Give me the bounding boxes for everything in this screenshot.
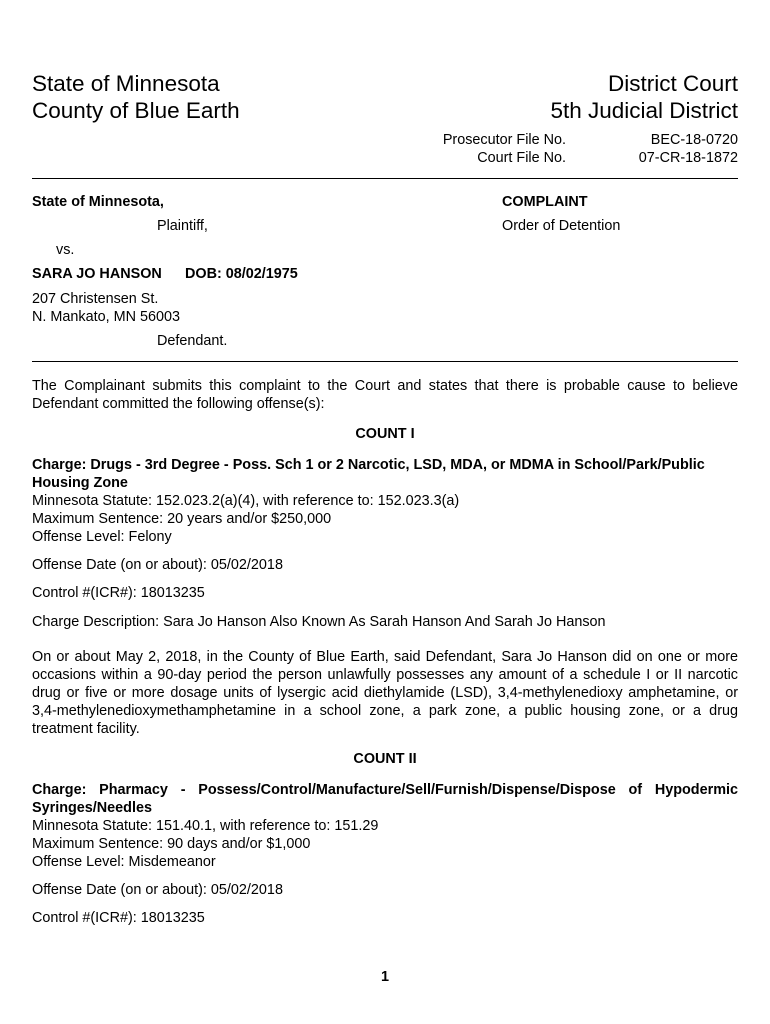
count-1-narrative: On or about May 2, 2018, in the County of Blue Earth, said Defendant, Sara Jo Hanson did on one or more occasions within a 90-day period the person unlawfully possesses any amount of a schedule I or II narcotic drug or five or more dosage units of lysergic acid diethylamide (LSD), 3,4-methylenedioxy amphetamine, or 3,4-methylenedioxymethamphetamine in a school zone, a park zone, a public housing zone, or a drug treatment facility. [32, 649, 738, 737]
defendant-dob: DOB: 08/02/1975 [185, 266, 298, 282]
complaint-page [32, 0, 738, 1024]
count-1-heading: COUNT I [355, 426, 415, 442]
count-1-offense-level: Offense Level: Felony [32, 529, 172, 545]
count-2-offense-level: Offense Level: Misdemeanor [32, 854, 216, 870]
document-type: COMPLAINT [502, 194, 588, 210]
count-2-charge-line2: Syringes/Needles [32, 800, 152, 816]
page-number: 1 [380, 969, 389, 985]
count-2-charge-line1: Charge: Pharmacy - Possess/Control/Manufacture/Sell/Furnish/Dispense/Dispose of Hypodermic [32, 782, 738, 798]
count-2-control-number: Control #(ICR#): 18013235 [32, 910, 205, 926]
district-title: 5th Judicial District [550, 98, 738, 123]
prosecutor-file-label: Prosecutor File No. [442, 132, 566, 148]
count-1-charge-line2: Housing Zone [32, 475, 128, 491]
plaintiff-role: Plaintiff, [157, 218, 208, 234]
count-1-charge-description: Charge Description: Sara Jo Hanson Also Known As Sarah Hanson And Sarah Jo Hanson [32, 614, 606, 630]
county-title: County of Blue Earth [32, 98, 240, 123]
court-title: District Court [607, 71, 738, 96]
defendant-address-line2: N. Mankato, MN 56003 [32, 309, 180, 325]
state-title: State of Minnesota [32, 71, 220, 96]
court-file-number: 07-CR-18-1872 [638, 150, 738, 166]
header-divider [32, 178, 738, 179]
count-1-statute: Minnesota Statute: 152.023.2(a)(4), with reference to: 152.023.3(a) [32, 493, 460, 509]
count-2-heading: COUNT II [353, 751, 417, 767]
defendant-address-line1: 207 Christensen St. [32, 291, 159, 307]
defendant-name: SARA JO HANSON [32, 266, 162, 282]
count-2-max-sentence: Maximum Sentence: 90 days and/or $1,000 [32, 836, 311, 852]
order-type: Order of Detention [502, 218, 621, 234]
caption-divider [32, 361, 738, 362]
prosecutor-file-number: BEC-18-0720 [650, 132, 738, 148]
defendant-role: Defendant. [157, 333, 228, 349]
count-2-offense-date: Offense Date (on or about): 05/02/2018 [32, 882, 283, 898]
count-2-statute: Minnesota Statute: 151.40.1, with reference to: 151.29 [32, 818, 379, 834]
count-1-control-number: Control #(ICR#): 18013235 [32, 585, 205, 601]
count-1-offense-date: Offense Date (on or about): 05/02/2018 [32, 557, 283, 573]
count-1-charge-line1: Charge: Drugs - 3rd Degree - Poss. Sch 1 or 2 Narcotic, LSD, MDA, or MDMA in School/Park/Public [32, 457, 705, 473]
court-file-label: Court File No. [477, 150, 566, 166]
plaintiff-name: State of Minnesota, [32, 194, 164, 210]
versus-label: vs. [56, 242, 75, 258]
count-1-max-sentence: Maximum Sentence: 20 years and/or $250,000 [32, 511, 332, 527]
intro-paragraph: The Complainant submits this complaint to the Court and states that there is probable cause to believe Defendant committed the following offense(s): [32, 378, 738, 412]
